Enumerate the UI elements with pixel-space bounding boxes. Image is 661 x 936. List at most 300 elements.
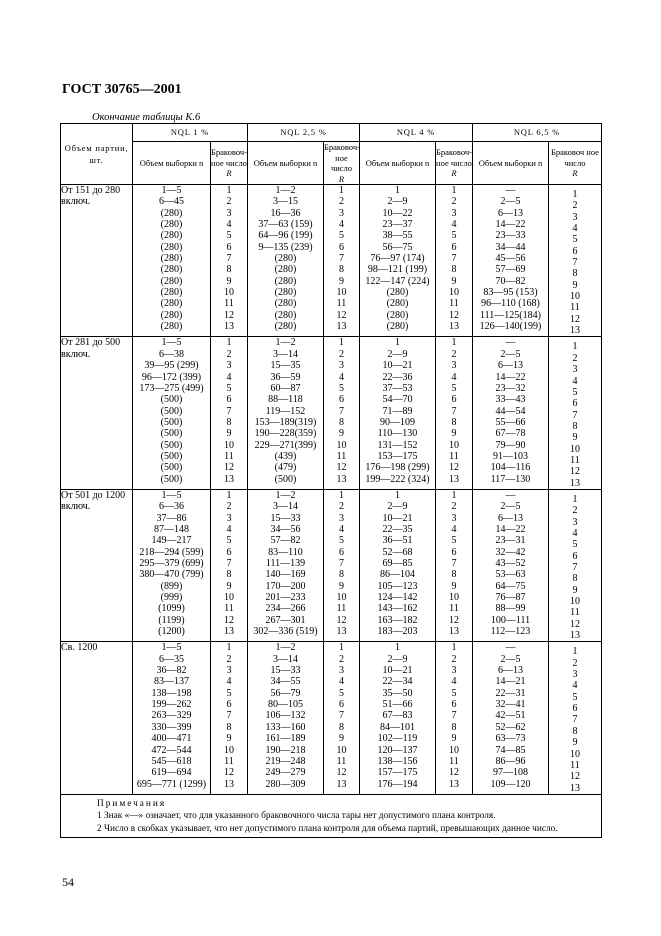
reject-number-value: 8 xyxy=(451,416,457,428)
sample-size-value: 219—248 xyxy=(265,755,306,767)
sample-size-value: 83—137 xyxy=(154,676,189,688)
reject-number-value: 6 xyxy=(572,703,578,715)
reject-number-value: 11 xyxy=(336,755,347,767)
sample-size-value: 67—83 xyxy=(382,710,413,722)
reject-number-value: 2 xyxy=(572,505,578,517)
reject-number-value: 7 xyxy=(451,558,457,569)
sample-size-header: Объем выборки n xyxy=(360,142,436,185)
reject-number-value: 1 xyxy=(339,489,344,501)
sample-size-value: 1—2 xyxy=(275,337,296,349)
sample-size-value: (1200) xyxy=(158,626,185,638)
sample-size-cell xyxy=(360,337,436,489)
reject-number-value: 6 xyxy=(226,699,232,711)
sample-size-value: 106—132 xyxy=(265,710,306,722)
reject-number-value: 1 xyxy=(226,642,232,654)
sample-size-value: (280) xyxy=(386,321,409,333)
reject-number-value: 13 xyxy=(570,782,580,794)
sample-size-value: 1—5 xyxy=(161,489,182,501)
reject-number-value: 1 xyxy=(226,337,232,349)
sample-size-value: 42—51 xyxy=(495,710,526,722)
sample-size-value: (280) xyxy=(274,287,297,299)
reject-number-value: 10 xyxy=(224,592,234,604)
sample-size-value: 83—95 (153) xyxy=(483,287,538,299)
sample-size-value: 6—38 xyxy=(159,348,184,360)
sample-size-value: 74—85 xyxy=(495,744,526,756)
sample-size-value: (439) xyxy=(274,450,297,462)
reject-number-value: 4 xyxy=(572,375,578,387)
sample-size-value: 51—66 xyxy=(382,699,413,711)
lot-group-row xyxy=(61,489,602,641)
sample-size-value: 91—103 xyxy=(493,450,528,462)
sample-size-value: 37—63 (159) xyxy=(258,219,313,231)
sample-size-value: 34—56 xyxy=(270,523,301,535)
reject-number-value: 8 xyxy=(339,721,344,733)
reject-number-cell xyxy=(549,489,602,641)
reject-number-cell xyxy=(436,642,473,794)
sample-size-value: (280) xyxy=(160,309,183,321)
sample-size-value: 176—198 (299) xyxy=(365,462,430,474)
reject-number-value: 11 xyxy=(336,603,347,615)
sample-size-cell xyxy=(360,489,436,641)
sample-size-value: 34—44 xyxy=(495,241,526,253)
reject-number-value: 13 xyxy=(449,321,459,333)
reject-number-value: 9 xyxy=(339,733,344,745)
reject-number-value: 2 xyxy=(339,653,344,665)
sample-size-value: 6—36 xyxy=(159,501,184,513)
reject-number-value: 13 xyxy=(570,630,580,642)
sample-size-value: (500) xyxy=(160,405,183,417)
sample-size-value: 36—59 xyxy=(270,371,301,383)
sample-size-value: 2—5 xyxy=(500,348,521,360)
sample-size-value: 33—43 xyxy=(495,394,526,406)
sample-size-value: 96—172 (399) xyxy=(141,371,202,383)
sample-size-value: (899) xyxy=(160,580,183,592)
reject-number-value: 11 xyxy=(449,603,459,615)
reject-number-value: 5 xyxy=(572,691,578,703)
sample-size-value: 96—110 (168) xyxy=(481,298,540,310)
reject-number-value: 1 xyxy=(339,337,344,349)
reject-number-value: 12 xyxy=(224,309,234,321)
reject-number-cell xyxy=(324,489,360,641)
sample-size-value: 124—142 xyxy=(377,592,418,604)
sample-size-value: 149—217 xyxy=(151,535,192,547)
sample-size-value: 102—119 xyxy=(377,733,418,745)
sample-size-value: — xyxy=(505,642,516,654)
sample-size-value: 120—137 xyxy=(377,744,418,756)
reject-number-value: 6 xyxy=(572,398,578,410)
table-notes xyxy=(61,794,602,838)
lot-group-row xyxy=(61,642,602,794)
reject-number-value: 4 xyxy=(226,371,232,383)
reject-number-value: 1 xyxy=(451,337,457,349)
reject-number-value: 2 xyxy=(226,653,232,665)
reject-number-value: 13 xyxy=(449,778,459,790)
sample-size-value: 10—21 xyxy=(382,512,413,524)
reject-number-value: 5 xyxy=(572,539,578,551)
sample-size-value: 176—194 xyxy=(377,778,418,790)
sample-size-value: 22—34 xyxy=(382,676,413,688)
reject-number-value: 7 xyxy=(339,405,344,417)
sample-size-value: 16—36 xyxy=(270,207,301,219)
reject-number-value: 13 xyxy=(336,321,347,333)
reject-number-value: 4 xyxy=(339,219,344,231)
sample-size-value: 3—14 xyxy=(273,653,298,665)
reject-number-value: 13 xyxy=(224,626,234,638)
reject-number-value: 11 xyxy=(336,450,347,462)
reject-number-value: 7 xyxy=(451,253,457,265)
sample-size-value: 1—2 xyxy=(275,642,296,654)
sample-size-value: 64—75 xyxy=(495,580,526,592)
sample-size-value: 1 xyxy=(395,642,400,654)
sample-size-value: 229—271(399) xyxy=(254,439,317,451)
sample-size-value: 131—152 xyxy=(377,439,418,451)
reject-number-cell xyxy=(549,642,602,794)
reject-number-value: 10 xyxy=(570,443,580,455)
sample-size-cell xyxy=(133,337,211,489)
sample-size-header: Объем выборки n xyxy=(473,142,549,185)
lot-size-cell: От 151 до 280 включ. xyxy=(61,185,133,337)
reject-number-value: 5 xyxy=(451,687,457,699)
reject-number-value: 8 xyxy=(572,573,578,585)
reject-number-value: 9 xyxy=(451,580,457,592)
sample-size-value: (280) xyxy=(160,275,183,287)
reject-number-value: 8 xyxy=(451,721,457,733)
reject-number-value: 3 xyxy=(451,360,457,372)
reject-number-header: Браковоч-ное число R xyxy=(436,142,473,185)
reject-number-value: 7 xyxy=(226,405,232,417)
reject-number-value: 12 xyxy=(336,462,347,474)
reject-number-value: 9 xyxy=(572,737,578,749)
reject-number-value: 1 xyxy=(572,341,578,353)
reject-number-value: 2 xyxy=(451,348,457,360)
reject-number-value: 9 xyxy=(339,428,344,440)
sample-size-value: 90—109 xyxy=(380,416,415,428)
sample-size-value: 36—82 xyxy=(156,665,187,677)
sample-size-value: 80—105 xyxy=(268,699,303,711)
sample-size-value: (500) xyxy=(274,473,297,485)
sample-size-value: — xyxy=(505,489,516,501)
notes-title: Примечания xyxy=(97,798,167,809)
sample-size-value: 10—21 xyxy=(382,665,413,677)
sample-size-value: 6—13 xyxy=(498,207,523,219)
reject-number-value: 3 xyxy=(226,207,232,219)
reject-number-value: 7 xyxy=(451,405,457,417)
reject-number-value: 2 xyxy=(339,348,344,360)
sample-size-value: 3—14 xyxy=(273,501,298,513)
sample-size-value: 64—96 (199) xyxy=(258,230,313,242)
sample-size-value: (280) xyxy=(274,275,297,287)
reject-number-value: 10 xyxy=(449,439,459,451)
sample-size-cell xyxy=(248,489,324,641)
reject-number-value: 4 xyxy=(572,527,578,539)
sample-size-value: 138—156 xyxy=(377,755,418,767)
sample-size-value: 249—279 xyxy=(265,767,306,779)
sample-size-value: 22—36 xyxy=(382,371,413,383)
reject-number-value: 5 xyxy=(226,382,232,394)
sample-size-value: 201—233 xyxy=(265,592,306,604)
reject-number-value: 12 xyxy=(224,462,234,474)
reject-number-value: 1 xyxy=(572,189,578,200)
reject-number-value: 12 xyxy=(336,309,347,321)
sample-size-value: 70—82 xyxy=(495,275,526,287)
sample-size-value: 32—42 xyxy=(495,546,526,558)
reject-number-value: 5 xyxy=(451,535,457,547)
sample-size-value: (500) xyxy=(160,428,183,440)
reject-number-header: Браковоч-ное число R xyxy=(211,142,248,185)
reject-number-cell xyxy=(549,337,602,489)
sample-size-value: (1199) xyxy=(158,614,185,626)
reject-number-value: 9 xyxy=(451,733,457,745)
reject-number-value: 1 xyxy=(572,646,578,658)
sample-size-value: 86—96 xyxy=(495,755,526,767)
reject-number-value: 4 xyxy=(226,676,232,688)
sample-size-value: 218—294 (599) xyxy=(139,546,204,558)
sample-size-value: 2—5 xyxy=(500,196,521,208)
sample-size-value: 2—9 xyxy=(387,196,408,208)
sample-size-value: 86—104 xyxy=(380,569,415,581)
sample-size-value: (280) xyxy=(274,253,297,265)
sample-size-value: (500) xyxy=(160,473,183,485)
reject-number-value: 4 xyxy=(572,223,578,235)
reject-number-value: 13 xyxy=(336,473,347,485)
sample-size-value: 1 xyxy=(395,489,400,501)
reject-number-value: 4 xyxy=(451,523,457,535)
reject-number-value: 1 xyxy=(451,642,457,654)
sample-size-value: (500) xyxy=(160,394,183,406)
sample-size-cell xyxy=(133,489,211,641)
sample-size-value: 23—31 xyxy=(495,535,526,547)
standard-title: ГОСТ 30765—2001 xyxy=(62,82,182,97)
sample-size-value: 39—95 (299) xyxy=(144,360,199,372)
sample-size-value: — xyxy=(505,185,516,196)
sample-size-value: (280) xyxy=(160,321,183,333)
reject-number-value: 12 xyxy=(449,309,459,321)
sample-size-value: — xyxy=(505,337,516,349)
sample-size-value: 110—130 xyxy=(377,428,418,440)
reject-number-value: 2 xyxy=(451,501,457,513)
sample-size-value: 34—55 xyxy=(270,676,301,688)
reject-number-value: 5 xyxy=(226,687,232,699)
sample-size-value: 140—169 xyxy=(265,569,306,581)
sample-size-value: 112—123 xyxy=(490,626,531,638)
sample-size-value: 105—123 xyxy=(377,580,418,592)
reject-number-value: 4 xyxy=(451,676,457,688)
sample-size-value: 267—301 xyxy=(265,614,306,626)
reject-number-value: 5 xyxy=(451,382,457,394)
sample-size-cell xyxy=(473,489,549,641)
sample-size-value: 104—116 xyxy=(490,462,531,474)
reject-number-value: 6 xyxy=(339,241,344,253)
reject-number-value: 10 xyxy=(224,287,234,299)
reject-number-cell xyxy=(211,489,248,641)
reject-number-value: 13 xyxy=(224,473,234,485)
reject-number-value: 7 xyxy=(339,710,344,722)
reject-number-value: 8 xyxy=(339,569,344,581)
sample-size-value: 69—85 xyxy=(382,558,413,569)
reject-number-value: 2 xyxy=(572,200,578,212)
sample-size-value: 84—101 xyxy=(380,721,415,733)
reject-number-value: 2 xyxy=(339,501,344,513)
reject-number-cell xyxy=(211,185,248,337)
sample-size-value: 263—329 xyxy=(151,710,192,722)
sampling-plan-table xyxy=(60,123,602,838)
sample-size-value: 15—33 xyxy=(270,512,301,524)
sample-size-header: Объем выборки n xyxy=(248,142,324,185)
sample-size-value: (500) xyxy=(160,439,183,451)
reject-number-value: 5 xyxy=(339,382,344,394)
reject-number-value: 4 xyxy=(339,371,344,383)
sample-size-value: 71—89 xyxy=(382,405,413,417)
sample-size-value: 10—22 xyxy=(382,207,413,219)
reject-number-value: 10 xyxy=(570,596,580,608)
sample-size-value: 111—139 xyxy=(265,558,306,569)
sample-size-cell xyxy=(133,642,211,794)
reject-number-value: 3 xyxy=(339,665,344,677)
reject-number-value: 5 xyxy=(226,230,232,242)
sample-size-value: 52—62 xyxy=(495,721,526,733)
lot-size-header: Объем партии, шт. xyxy=(61,124,133,185)
reject-number-value: 5 xyxy=(339,687,344,699)
sample-size-value: 88—118 xyxy=(268,394,303,406)
sample-size-value: 6—13 xyxy=(498,512,523,524)
sample-size-value: 56—79 xyxy=(270,687,301,699)
reject-number-value: 10 xyxy=(224,439,234,451)
sample-size-value: 67—78 xyxy=(495,428,526,440)
reject-number-value: 2 xyxy=(226,348,232,360)
sample-size-value: 2—5 xyxy=(500,653,521,665)
reject-number-value: 6 xyxy=(226,241,232,253)
reject-number-value: 11 xyxy=(224,603,234,615)
sample-size-value: 52—68 xyxy=(382,546,413,558)
sample-size-value: 695—771 (1299) xyxy=(136,778,207,790)
reject-number-value: 1 xyxy=(339,642,344,654)
reject-number-value: 2 xyxy=(451,196,457,208)
sample-size-cell xyxy=(248,642,324,794)
reject-number-value: 4 xyxy=(339,676,344,688)
reject-number-value: 1 xyxy=(226,489,232,501)
note-2: 2 Число в скобках указывает, что нет допустимого плана контроля для объема партий, превышающих данное число. xyxy=(97,823,558,834)
sample-size-value: 63—73 xyxy=(495,733,526,745)
reject-number-value: 8 xyxy=(226,569,232,581)
sample-size-value: (280) xyxy=(386,298,409,310)
reject-number-value: 2 xyxy=(572,352,578,364)
sample-size-value: 44—54 xyxy=(495,405,526,417)
sample-size-value: 302—336 (519) xyxy=(253,626,318,638)
sample-size-value: 76—97 (174) xyxy=(370,253,425,265)
reject-number-value: 13 xyxy=(449,626,459,638)
sample-size-value: 190—228(359) xyxy=(254,428,317,440)
sample-size-value: 56—75 xyxy=(382,241,413,253)
reject-number-value: 3 xyxy=(339,512,344,524)
sample-size-value: 23—33 xyxy=(495,230,526,242)
reject-number-cell xyxy=(324,185,360,337)
reject-number-value: 10 xyxy=(570,748,580,760)
reject-number-value: 7 xyxy=(339,558,344,569)
sample-size-value: 83—110 xyxy=(268,546,303,558)
reject-number-value: 6 xyxy=(572,550,578,562)
sample-size-value: (999) xyxy=(160,592,183,604)
reject-number-value: 4 xyxy=(339,523,344,535)
reject-number-value: 8 xyxy=(226,416,232,428)
reject-number-value: 7 xyxy=(572,562,578,573)
reject-number-value: 6 xyxy=(339,394,344,406)
sample-size-value: 6—13 xyxy=(498,665,523,677)
reject-number-value: 11 xyxy=(224,450,234,462)
sample-size-value: 163—182 xyxy=(377,614,418,626)
reject-number-value: 10 xyxy=(336,744,347,756)
reject-number-value: 9 xyxy=(339,275,344,287)
reject-number-value: 10 xyxy=(336,287,347,299)
reject-number-value: 1 xyxy=(339,185,344,196)
reject-number-value: 11 xyxy=(570,759,580,771)
reject-number-value: 4 xyxy=(226,523,232,535)
reject-number-value: 5 xyxy=(226,535,232,547)
sample-size-value: 153—175 xyxy=(377,450,418,462)
sample-size-value: 36—51 xyxy=(382,535,413,547)
sample-size-value: 100—111 xyxy=(490,614,531,626)
reject-number-value: 9 xyxy=(451,275,457,287)
sample-size-value: 45—56 xyxy=(495,253,526,265)
reject-number-value: 10 xyxy=(336,592,347,604)
reject-number-value: 13 xyxy=(336,626,347,638)
reject-number-value: 12 xyxy=(449,614,459,626)
reject-number-value: 3 xyxy=(226,360,232,372)
reject-number-value: 9 xyxy=(339,580,344,592)
reject-number-value: 2 xyxy=(339,196,344,208)
reject-number-value: 12 xyxy=(570,313,580,325)
reject-number-value: 3 xyxy=(572,364,578,376)
sample-size-value: (280) xyxy=(160,298,183,310)
reject-number-value: 13 xyxy=(224,778,234,790)
sample-size-value: 133—160 xyxy=(265,721,306,733)
reject-number-value: 3 xyxy=(451,512,457,524)
sample-size-cell xyxy=(473,337,549,489)
sample-size-value: (280) xyxy=(386,309,409,321)
reject-number-value: 10 xyxy=(449,287,459,299)
sample-size-value: 57—69 xyxy=(495,264,526,276)
reject-number-header: Браковоч-ное число R xyxy=(324,142,360,184)
note-1: 1 Знак «—» означает, что для указанного браковочного числа тары нет допустимого плана контроля. xyxy=(97,811,496,822)
reject-number-value: 1 xyxy=(451,489,457,501)
sample-size-value: 1—5 xyxy=(161,642,182,654)
sample-size-value: 1—5 xyxy=(161,185,182,196)
reject-number-value: 8 xyxy=(451,569,457,581)
reject-number-value: 8 xyxy=(339,416,344,428)
reject-number-value: 1 xyxy=(226,185,232,196)
reject-number-value: 10 xyxy=(449,592,459,604)
reject-number-value: 6 xyxy=(572,245,578,257)
sample-size-value: (280) xyxy=(274,264,297,276)
sample-size-value: 32—41 xyxy=(495,699,526,711)
reject-number-value: 11 xyxy=(449,298,459,310)
lot-size-cell: От 281 до 500 включ. xyxy=(61,337,133,489)
reject-number-value: 7 xyxy=(226,710,232,722)
sample-size-value: 23—32 xyxy=(495,382,526,394)
sample-size-value: 87—148 xyxy=(154,523,189,535)
page-number: 54 xyxy=(62,875,74,889)
reject-number-value: 12 xyxy=(224,614,234,626)
table-caption: Окончание таблицы К.6 xyxy=(92,112,201,123)
sample-size-value: (280) xyxy=(274,321,297,333)
reject-number-value: 4 xyxy=(226,219,232,231)
reject-number-value: 2 xyxy=(226,196,232,208)
sample-size-value: 545—618 xyxy=(151,755,192,767)
nql-4-header: NQL 4 % xyxy=(360,124,473,142)
sample-size-header: Объем выборки n xyxy=(133,142,211,185)
reject-number-value: 13 xyxy=(570,325,580,337)
sample-size-value: 14—21 xyxy=(495,676,526,688)
reject-number-value: 12 xyxy=(224,767,234,779)
